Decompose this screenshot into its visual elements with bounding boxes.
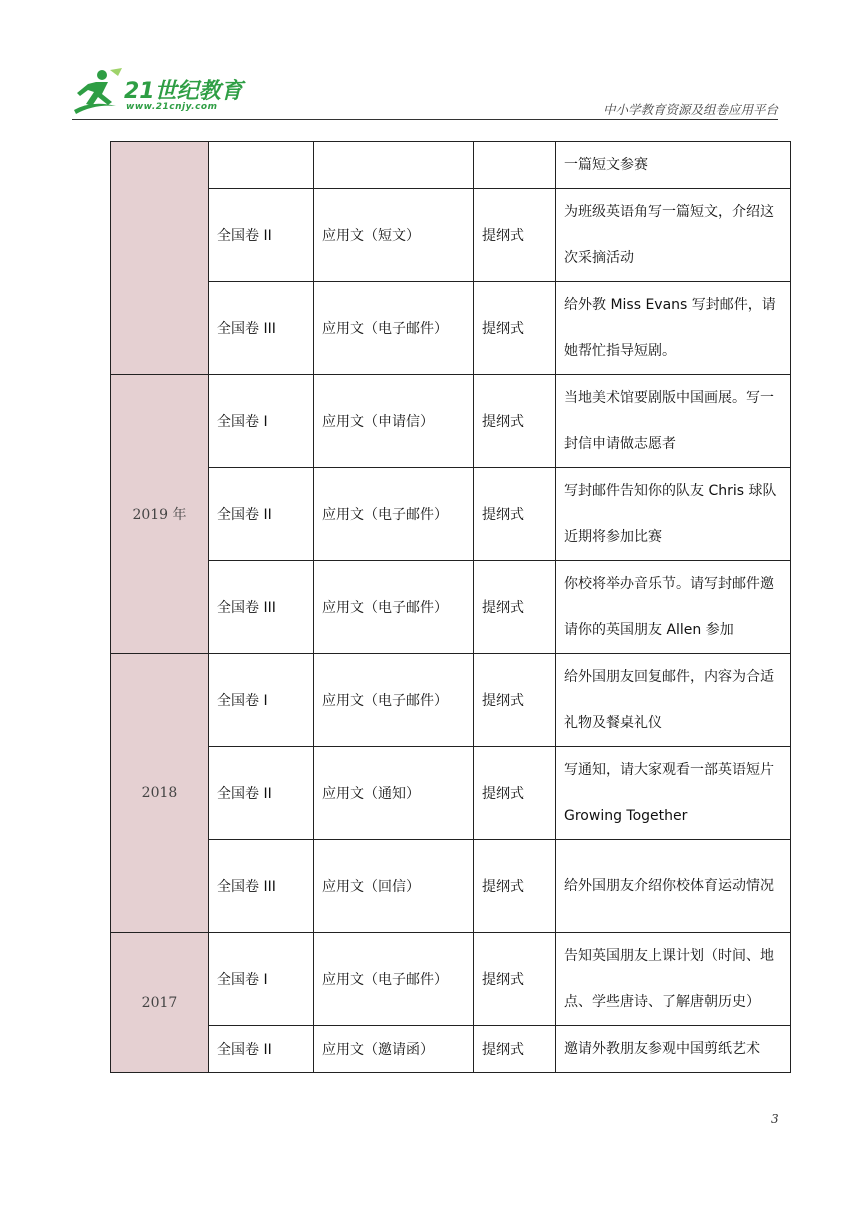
content-cell: 给外教 Miss Evans 写封邮件，请她帮忙指导短剧。 — [556, 282, 791, 375]
table-row — [111, 282, 791, 375]
content-cell: 写封邮件告知你的队友 Chris 球队近期将参加比赛 — [556, 468, 791, 561]
content-cell: 给外国朋友回复邮件，内容为合适礼物及餐桌礼仪 — [556, 654, 791, 747]
table-row — [111, 747, 791, 840]
content-cell: 给外国朋友介绍你校体育运动情况 — [556, 840, 791, 933]
content-cell: 告知英国朋友上课计划（时间、地点、学些唐诗、了解唐朝历史） — [556, 933, 791, 1026]
table-row — [111, 189, 791, 282]
logo — [72, 66, 252, 116]
form-cell: 提纲式 — [474, 561, 556, 654]
content-cell: 为班级英语角写一篇短文，介绍这次采摘活动 — [556, 189, 791, 282]
table-row — [111, 142, 791, 189]
paper-cell: 全国卷 III — [209, 561, 314, 654]
exam-table — [110, 141, 791, 1073]
form-cell: 提纲式 — [474, 840, 556, 933]
form-cell: 提纲式 — [474, 747, 556, 840]
form-cell: 提纲式 — [474, 189, 556, 282]
type-cell: 应用文（电子邮件） — [314, 282, 474, 375]
year-cell-2020 — [111, 142, 209, 375]
paper-cell: 全国卷 II — [209, 468, 314, 561]
form-cell: 提纲式 — [474, 375, 556, 468]
table-row — [111, 933, 791, 1026]
paper-cell: 全国卷 II — [209, 747, 314, 840]
type-cell: 应用文（通知） — [314, 747, 474, 840]
type-cell: 应用文（申请信） — [314, 375, 474, 468]
year-cell-2019: 2019 年 — [111, 375, 209, 654]
paper-cell: 全国卷 I — [209, 375, 314, 468]
table-row — [111, 840, 791, 933]
content-cell: 邀请外教朋友参观中国剪纸艺术 — [556, 1026, 791, 1073]
header-divider — [72, 119, 778, 120]
page-number: 3 — [771, 1112, 779, 1126]
page-header — [72, 62, 778, 122]
form-cell: 提纲式 — [474, 282, 556, 375]
paper-cell: 全国卷 I — [209, 933, 314, 1026]
type-cell — [314, 142, 474, 189]
table-row — [111, 561, 791, 654]
paper-cell: 全国卷 II — [209, 189, 314, 282]
type-cell: 应用文（回信） — [314, 840, 474, 933]
year-cell-2018: 2018 — [111, 654, 209, 933]
type-cell: 应用文（电子邮件） — [314, 654, 474, 747]
type-cell: 应用文（电子邮件） — [314, 561, 474, 654]
type-cell: 应用文（短文） — [314, 189, 474, 282]
paper-cell: 全国卷 II — [209, 1026, 314, 1073]
runner-logo-icon — [72, 66, 124, 116]
table-row — [111, 468, 791, 561]
content-cell: 一篇短文参赛 — [556, 142, 791, 189]
paper-cell: 全国卷 III — [209, 840, 314, 933]
type-cell: 应用文（电子邮件） — [314, 933, 474, 1026]
logo-text: 21世纪教育 — [124, 79, 243, 104]
header-tagline: 中小学教育资源及组卷应用平台 — [602, 102, 778, 117]
paper-cell: 全国卷 I — [209, 654, 314, 747]
form-cell: 提纲式 — [474, 1026, 556, 1073]
content-cell: 写通知，请大家观看一部英语短片 Growing Together — [556, 747, 791, 840]
paper-cell — [209, 142, 314, 189]
table-row — [111, 375, 791, 468]
year-cell-2017: 2017 — [111, 933, 209, 1073]
type-cell: 应用文（邀请函） — [314, 1026, 474, 1073]
logo-url: www.21cnjy.com — [126, 102, 218, 112]
form-cell: 提纲式 — [474, 468, 556, 561]
type-cell: 应用文（电子邮件） — [314, 468, 474, 561]
form-cell: 提纲式 — [474, 654, 556, 747]
table-row — [111, 654, 791, 747]
table-row — [111, 1026, 791, 1073]
form-cell — [474, 142, 556, 189]
content-cell: 你校将举办音乐节。请写封邮件邀请你的英国朋友 Allen 参加 — [556, 561, 791, 654]
content-cell: 当地美术馆要剧版中国画展。写一封信申请做志愿者 — [556, 375, 791, 468]
form-cell: 提纲式 — [474, 933, 556, 1026]
paper-cell: 全国卷 III — [209, 282, 314, 375]
